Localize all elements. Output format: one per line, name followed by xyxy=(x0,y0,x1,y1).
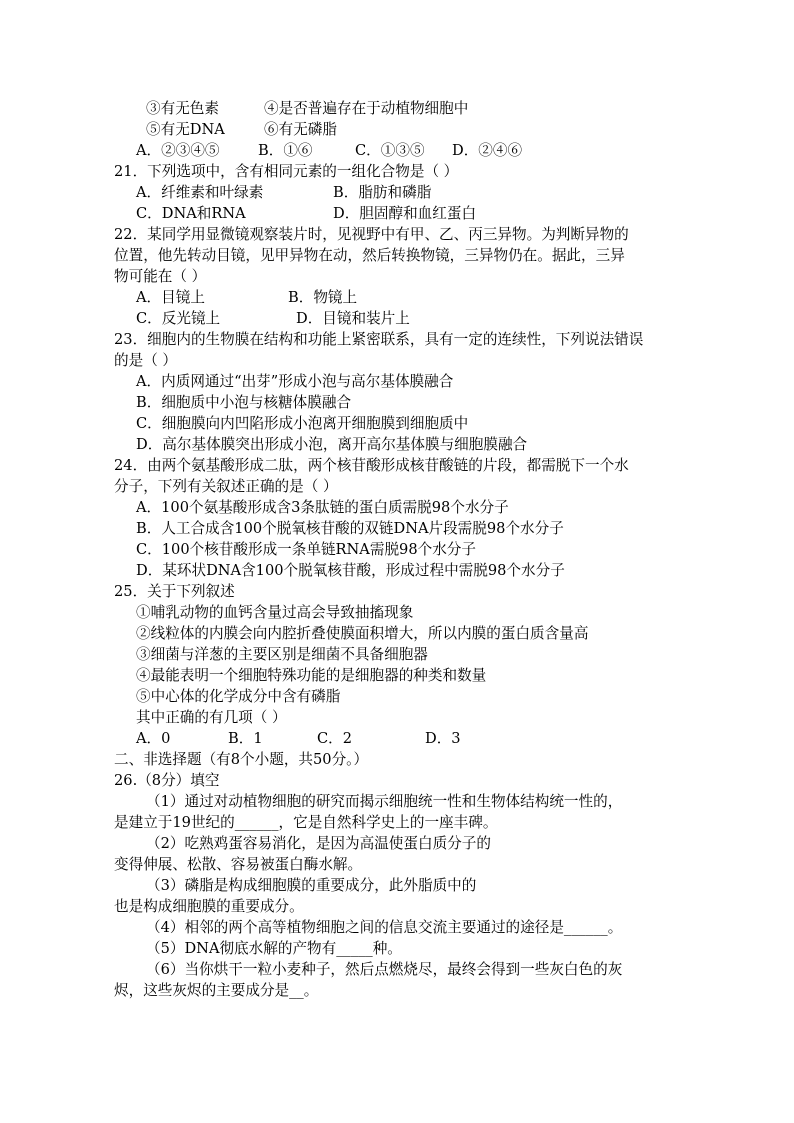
q23-stem-line-1: 23．细胞内的生物膜在结构和功能上紧密联系，具有一定的连续性，下列说法错误 xyxy=(114,331,644,348)
q23-choice-a: A．内质网通过“出芽”形成小泡与高尔基体膜融合 xyxy=(136,373,454,390)
q21-choice-a: A．纤维素和叶绿素 xyxy=(136,184,264,201)
q23-stem-line-2: 的是（ ） xyxy=(114,352,178,369)
q23-choice-c: C．细胞膜向内凹陷形成小泡离开细胞膜到细胞质中 xyxy=(136,415,469,432)
q24-stem-line-2: 分子，下列有关叙述正确的是（ ） xyxy=(114,478,338,495)
q25-statement-1: ①哺乳动物的血钙含量过高会导致抽搐现象 xyxy=(136,604,414,621)
q21-choices-row-1 xyxy=(136,183,432,203)
q26-part-5: （5）DNA彻底水解的产物有_____种。 xyxy=(146,940,402,957)
q22-choice-d: D．目镜和装片上 xyxy=(296,310,410,327)
q23-choice-d: D．高尔基体膜突出形成小泡，离开高尔基体膜与细胞膜融合 xyxy=(136,436,528,453)
q25-choices xyxy=(136,729,461,749)
q25-stem: 25．关于下列叙述 xyxy=(114,583,235,600)
q26-part-1-line-1: （1）通过对动植物细胞的研究而揭示细胞统一性和生物体结构统一性的， xyxy=(146,793,623,810)
q20-item-3: ③有无色素 xyxy=(146,100,219,117)
q20-item-5: ⑤有无DNA xyxy=(146,121,225,138)
q20-choice-d: D．②④⑥ xyxy=(452,142,523,159)
q25-statement-4: ④最能表明一个细胞特殊功能的是细胞器的种类和数量 xyxy=(136,667,487,684)
q24-choice-c: C．100个核苷酸形成一条单链RNA需脱98个水分子 xyxy=(136,541,476,558)
q25-choice-a: A．0 xyxy=(136,730,171,747)
q20-item-6: ⑥有无磷脂 xyxy=(264,121,337,138)
q23-choice-b: B．细胞质中小泡与核糖体膜融合 xyxy=(136,394,352,411)
q24-stem-line-1: 24．由两个氨基酸形成二肽，两个核苷酸形成核苷酸链的片段，都需脱下一个水 xyxy=(114,457,629,474)
q20-option-row-2 xyxy=(146,120,337,140)
q20-item-4: ④是否普遍存在于动植物细胞中 xyxy=(264,100,469,117)
q21-stem: 21．下列选项中，含有相同元素的一组化合物是（ ） xyxy=(114,163,459,180)
q26-part-6-line-2: 烬，这些灰烬的主要成分是__。 xyxy=(114,982,319,999)
q21-choice-c: C．DNA和RNA xyxy=(136,205,246,222)
q20-choice-c: C．①③⑤ xyxy=(355,142,425,159)
q24-choice-b: B．人工合成含100个脱氧核苷酸的双链DNA片段需脱98个水分子 xyxy=(136,520,564,537)
section-heading: 二、非选择题（有8个小题，共50分。） xyxy=(114,751,369,768)
q21-choice-d: D．胆固醇和血红蛋白 xyxy=(333,205,477,222)
q22-choices-row-1 xyxy=(136,288,358,308)
q26-heading: 26.（8分）填空 xyxy=(114,772,220,789)
q26-part-6-line-1: （6）当你烘干一粒小麦种子，然后点燃烧尽，最终会得到一些灰白色的灰 xyxy=(146,961,623,978)
q24-choice-a: A．100个氨基酸形成含3条肽链的蛋白质需脱98个水分子 xyxy=(136,499,509,516)
q20-choice-b: B．①⑥ xyxy=(258,142,313,159)
q25-statement-5: ⑤中心体的化学成分中含有磷脂 xyxy=(136,688,341,705)
q20-choices xyxy=(136,141,523,161)
q26-part-3-line-2: 也是构成细胞膜的重要成分。 xyxy=(114,898,304,915)
q20-option-row-1 xyxy=(146,99,469,119)
q22-choices-row-2 xyxy=(136,309,410,329)
q22-stem-line-2: 位置，他先转动目镜，见甲异物在动，然后转换物镜，三异物仍在。据此，三异 xyxy=(114,247,625,264)
q21-choices-row-2 xyxy=(136,204,477,224)
q22-choice-a: A．目镜上 xyxy=(136,289,205,306)
q22-choice-c: C．反光镜上 xyxy=(136,310,221,327)
q22-stem-line-1: 22．某同学用显微镜观察装片时，见视野中有甲、乙、丙三异物。为判断异物的 xyxy=(114,226,629,243)
q26-part-4: （4）相邻的两个高等植物细胞之间的信息交流主要通过的途径是______。 xyxy=(146,919,623,936)
q20-choice-a: A．②③④⑤ xyxy=(136,142,220,159)
q25-ask: 其中正确的有几项（ ） xyxy=(136,709,287,726)
q22-choice-b: B．物镜上 xyxy=(288,289,358,306)
q26-part-2-line-1: （2）吃熟鸡蛋容易消化，是因为高温使蛋白质分子的 xyxy=(146,835,491,852)
q24-choice-d: D．某环状DNA含100个脱氧核苷酸，形成过程中需脱98个水分子 xyxy=(136,562,565,579)
q26-part-3-line-1: （3）磷脂是构成细胞膜的重要成分，此外脂质中的 xyxy=(146,877,477,894)
q25-statement-2: ②线粒体的内膜会向内腔折叠使膜面积增大，所以内膜的蛋白质含量高 xyxy=(136,625,589,642)
q25-choice-c: C．2 xyxy=(317,730,353,747)
q25-choice-b: B．1 xyxy=(228,730,263,747)
q26-part-1-line-2: 是建立于19世纪的______，它是自然科学史上的一座丰碑。 xyxy=(114,814,498,831)
q26-part-2-line-2: 变得伸展、松散、容易被蛋白酶水解。 xyxy=(114,856,363,873)
q22-stem-line-3: 物可能在（ ） xyxy=(114,268,207,285)
q21-choice-b: B．脂肪和磷脂 xyxy=(333,184,432,201)
q25-statement-3: ③细菌与洋葱的主要区别是细菌不具备细胞器 xyxy=(136,646,428,663)
q25-choice-d: D．3 xyxy=(425,730,461,747)
